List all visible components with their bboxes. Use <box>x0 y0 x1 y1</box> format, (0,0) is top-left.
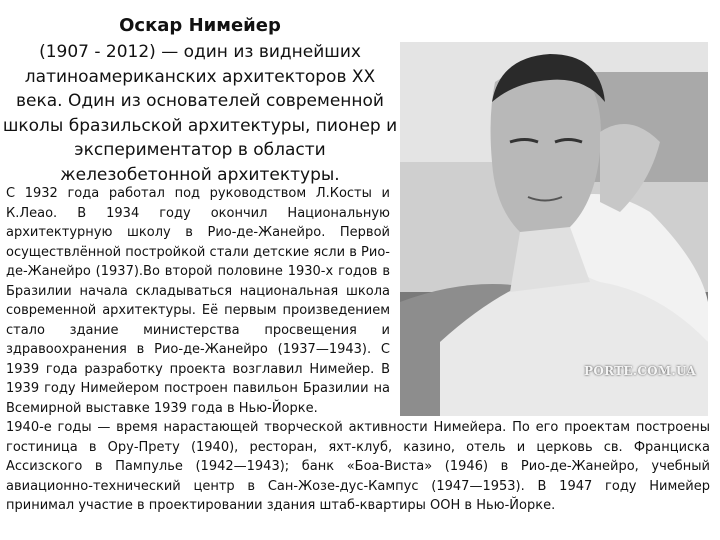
portrait-illustration <box>400 42 708 416</box>
document-title: Оскар Нимейер <box>119 15 281 36</box>
body-paragraph-2: 1940-е годы — время нарастающей творческой активности Нимейера. По его проектам построены гостиница в Ору-Прету (1940), ресторан, яхт-клуб, казино, отель и церковь св. Франциска Ассизского в Пампулье (1942—1943); банк «Боа-Виста» (1946) в Рио-де-Жанейро, учебный авиационно-технический центр в Сан-Жозе-дус-Кампус (1947—1953). В 1947 году Нимейер принимал участие в проектировании здания штаб-квартиры ООН в Нью-Йорке. <box>6 420 710 513</box>
portrait-photo <box>400 42 708 416</box>
body-paragraph-1: С 1932 года работал под руководством Л.Косты и К.Леао. В 1934 году окончил Национальную архитектурную школу в Рио-де-Жанейро. Первой осуществлённой постройкой стали детские ясли в Рио-де-Жанейро (1937).Во второй половине 1930-х годов в Бразилии начала складываться национальная школа современной архитектуры. Её первым произведением стало здание министерства просвещения и здравоохранения в Рио-де-Жанейро (1937—1943). С 1939 года разработку проекта возглавил Нимейер. В 1939 году Нимейером построен павильон Бразилии на Всемирной выставке 1939 года в Нью-Йорке. <box>6 186 390 416</box>
lead-paragraph: (1907 - 2012) — один из виднейших латиноамериканских архитекторов XX века. Один из основателей современной школы бразильской архитектуры, пионер и экспериментатор в области железобетонной архитектуры. <box>2 42 398 185</box>
photo-watermark: PORTE.COM.UA <box>584 364 696 378</box>
